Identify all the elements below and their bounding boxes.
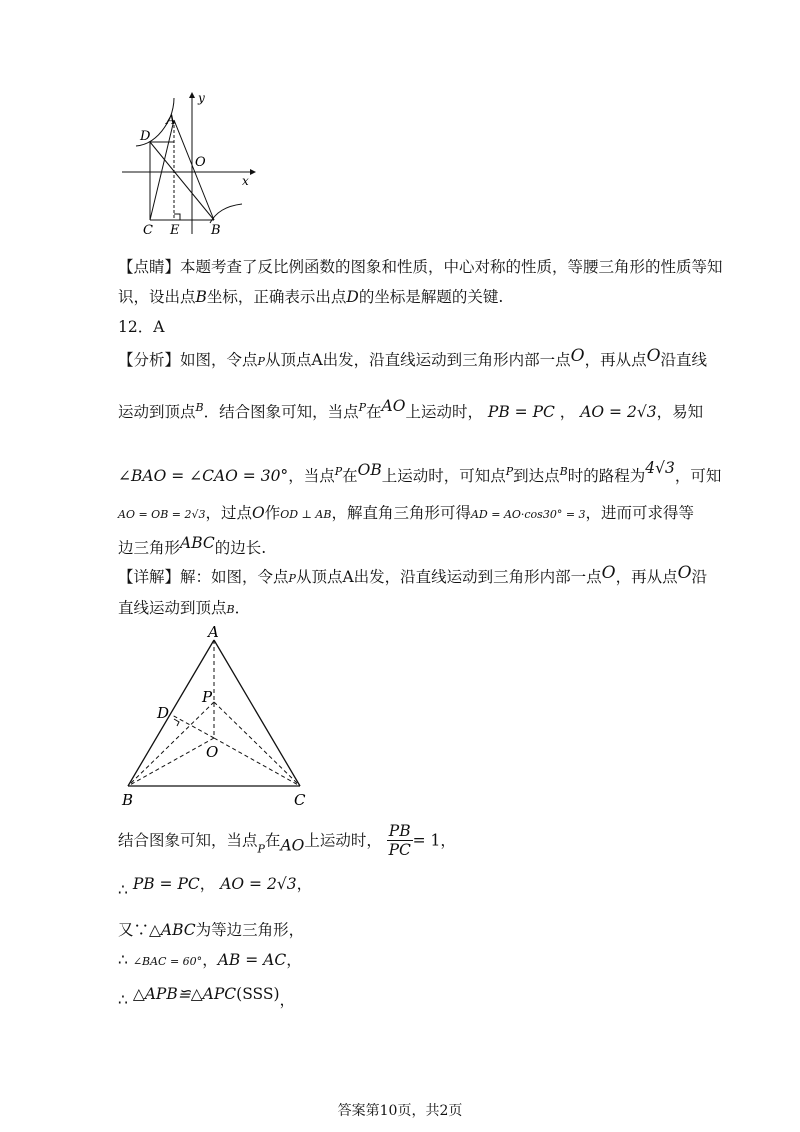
fig1-label-C: C bbox=[143, 223, 153, 238]
dianjing-line-2: 识，设出点B坐标，正确表示出点D的坐标是解题的关键. bbox=[118, 288, 504, 306]
fig1-label-O: O bbox=[195, 155, 206, 170]
fenxi-line-4: AO = OB = 2√3，过点O作OD ⊥ AB，解直角三角形可得AD = AO·cos30° = 3，进而可求得等 bbox=[118, 504, 695, 522]
fig2-label-P: P bbox=[202, 688, 213, 706]
dianjing-line-1: 【点睛】本题考查了反比例函数的图象和性质，中心对称的性质，等腰三角形的性质等知 bbox=[118, 258, 723, 276]
step-line-5: ∴ △APB≌△APC(SSS)， bbox=[118, 985, 296, 1009]
fig1-label-E: E bbox=[170, 223, 180, 238]
fig2-label-A: A bbox=[208, 623, 219, 641]
y-axis-arrow-icon bbox=[189, 92, 195, 98]
xiangjie-tag: 【详解】 bbox=[118, 568, 181, 586]
fig1-label-B: B bbox=[211, 223, 221, 238]
fig1-label-x: x bbox=[242, 174, 249, 188]
step-line-1: 结合图象可知，当点$_P$在AO上运动时， $\frac{PB}{PC}$ = 1， bbox=[118, 822, 456, 859]
fig1-label-y: y bbox=[198, 91, 205, 105]
step-line-4: ∴ ∠BAC = 60°，AB = AC， bbox=[118, 951, 302, 969]
fenxi-tag: 【分析】 bbox=[118, 351, 181, 369]
fraction-pb-pc: $\frac{PB}{PC}$ bbox=[388, 822, 411, 859]
figure-hyperbola-graph bbox=[118, 88, 258, 238]
fenxi-line-2: 运动到顶点$^B$．结合图象可知，当点$^P$在AO上运动时， PB = PC ， AO = 2√3，易知 bbox=[118, 397, 704, 421]
fenxi-line-1: 【分析】如图，令点P从顶点A出发，沿直线运动到三角形内部一点O，再从点O沿直线 bbox=[118, 346, 708, 369]
page-footer: 答案第10页，共2页 bbox=[337, 1103, 463, 1119]
fig1-label-D: D bbox=[140, 129, 151, 144]
x-axis-arrow-icon bbox=[250, 169, 256, 175]
fig1-label-A: A bbox=[166, 113, 176, 128]
step-line-3: 又∵△ABC为等边三角形， bbox=[118, 921, 305, 939]
step-line-2: ∴ PB = PC， AO = 2√3， bbox=[118, 875, 313, 899]
hyperbola-right-branch bbox=[210, 204, 242, 223]
fig2-label-B: B bbox=[122, 791, 134, 809]
xiangjie-line-2: 直线运动到顶点B． bbox=[118, 599, 251, 617]
therefore-symbol: ∴ bbox=[118, 881, 128, 899]
fig2-label-C: C bbox=[294, 791, 306, 809]
figure-triangle bbox=[118, 622, 318, 812]
dianjing-tag: 【点睛】 bbox=[118, 258, 181, 276]
fenxi-line-3: ∠BAO = ∠CAO = 30°，当点$^P$在OB上运动时，可知点$^P$到达点$^B$时的路程为4√3，可知 bbox=[118, 459, 722, 485]
fenxi-line-5: 边三角形ABC的边长. bbox=[118, 534, 267, 557]
fig2-label-D: D bbox=[157, 704, 170, 722]
fig2-label-O: O bbox=[206, 743, 219, 761]
question-number: 12．A bbox=[118, 318, 165, 336]
xiangjie-line-1: 【详解】解：如图，令点P从顶点A出发，沿直线运动到三角形内部一点O，再从点O沿 bbox=[118, 563, 708, 586]
